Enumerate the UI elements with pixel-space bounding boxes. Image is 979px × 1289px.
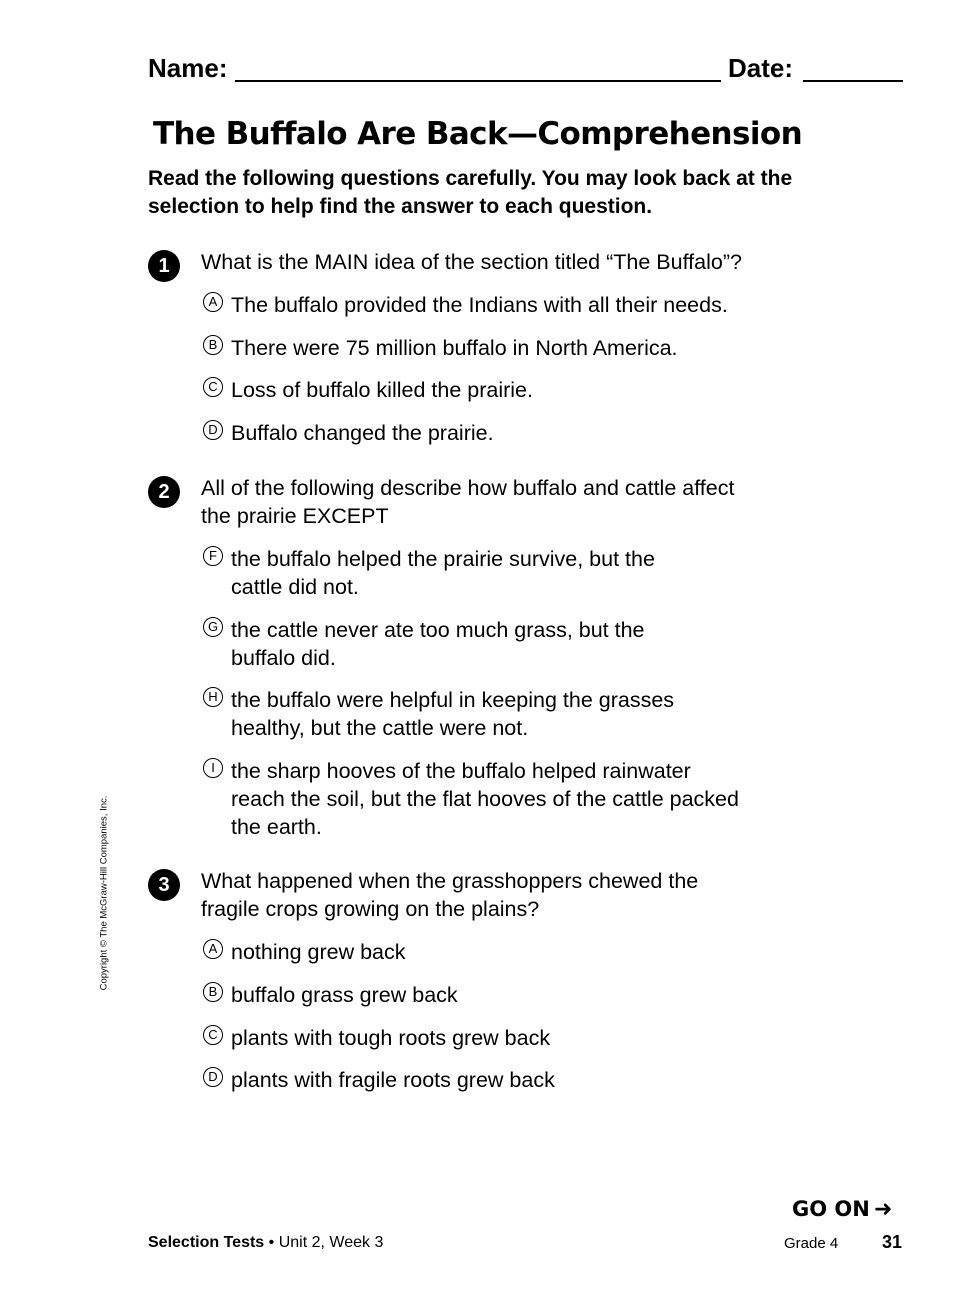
answer-bubble[interactable]: H — [203, 687, 223, 707]
answer-bubble[interactable]: B — [203, 335, 223, 355]
page-number: 31 — [882, 1232, 903, 1252]
answer-bubble[interactable]: D — [203, 1067, 223, 1087]
answer-text: Loss of buffalo killed the prairie. — [231, 378, 533, 402]
question-text: What happened when the grasshoppers chewed the fragile crops growing on the plains? — [201, 869, 699, 921]
answer-text: the sharp hooves of the buffalo helped rainwater reach the soil, but the flat hooves of the cattle packed the earth. — [231, 759, 739, 839]
question-text: All of the following describe how buffalo and cattle affect the prairie EXCEPT — [201, 476, 735, 528]
answer-choice-3a[interactable] — [203, 938, 823, 972]
answer-bubble[interactable]: A — [203, 939, 223, 959]
answer-choice-3d[interactable] — [203, 1066, 823, 1100]
answer-text: nothing grew back — [231, 940, 406, 964]
question-number-badge: 3 — [148, 869, 180, 901]
answer-choice-1c[interactable] — [203, 376, 823, 410]
instructions: Read the following questions carefully. You may look back at the selection to help find the answer to each question. — [148, 167, 793, 218]
go-on-prompt — [792, 1195, 904, 1224]
question-number-badge: 1 — [148, 250, 180, 282]
answer-choice-2i[interactable] — [203, 757, 823, 839]
answer-bubble[interactable]: D — [203, 420, 223, 440]
answer-text: the buffalo were helpful in keeping the grasses healthy, but the cattle were not. — [231, 688, 675, 740]
go-on-label: GO ON — [792, 1197, 870, 1221]
date-label: Date: — [728, 53, 794, 83]
arrow-right-icon: ➜ — [873, 1197, 893, 1222]
name-blank-line[interactable] — [235, 80, 721, 82]
answer-text: Buffalo changed the prairie. — [231, 421, 494, 445]
answer-bubble[interactable]: G — [203, 617, 223, 637]
answer-text: There were 75 million buffalo in North America. — [231, 336, 678, 360]
answer-text: plants with tough roots grew back — [231, 1026, 551, 1050]
answer-choice-1d[interactable] — [203, 419, 823, 453]
answer-text: the cattle never ate too much grass, but the buffalo did. — [231, 618, 645, 670]
answer-choice-2g[interactable] — [203, 616, 823, 670]
answer-choice-1a[interactable] — [203, 291, 823, 325]
name-date-header — [148, 52, 904, 88]
page-title: The Buffalo Are Back—Comprehension — [153, 116, 803, 152]
question-number-badge: 2 — [148, 476, 180, 508]
footer-grade: Grade 4 — [784, 1235, 839, 1252]
date-blank-line[interactable] — [803, 80, 903, 82]
footer-series — [148, 1232, 383, 1254]
answer-bubble[interactable]: A — [203, 292, 223, 312]
question-text: What is the MAIN idea of the section titled “The Buffalo”? — [201, 250, 742, 274]
answer-bubble[interactable]: C — [203, 1025, 223, 1045]
answer-bubble[interactable]: I — [203, 758, 223, 778]
answer-choice-1b[interactable] — [203, 334, 823, 368]
answer-bubble[interactable]: F — [203, 546, 223, 566]
answer-text: The buffalo provided the Indians with all their needs. — [231, 293, 728, 317]
answer-choice-3b[interactable] — [203, 981, 823, 1015]
answer-choice-2h[interactable] — [203, 686, 823, 740]
name-label: Name: — [148, 53, 228, 83]
answer-text: the buffalo helped the prairie survive, but the cattle did not. — [231, 547, 655, 599]
answer-choice-2f[interactable] — [203, 545, 823, 599]
footer-series-title: Selection Tests — [148, 1234, 265, 1251]
answer-bubble[interactable]: C — [203, 377, 223, 397]
copyright-text: Copyright © The McGraw-Hill Companies, Inc. — [98, 795, 110, 991]
footer-unit: Unit 2, Week 3 — [278, 1234, 384, 1251]
answer-text: plants with fragile roots grew back — [231, 1068, 555, 1092]
answer-choice-3c[interactable] — [203, 1024, 823, 1058]
answer-text: buffalo grass grew back — [231, 983, 458, 1007]
answer-bubble[interactable]: B — [203, 982, 223, 1002]
footer-bullet: • — [268, 1234, 275, 1251]
